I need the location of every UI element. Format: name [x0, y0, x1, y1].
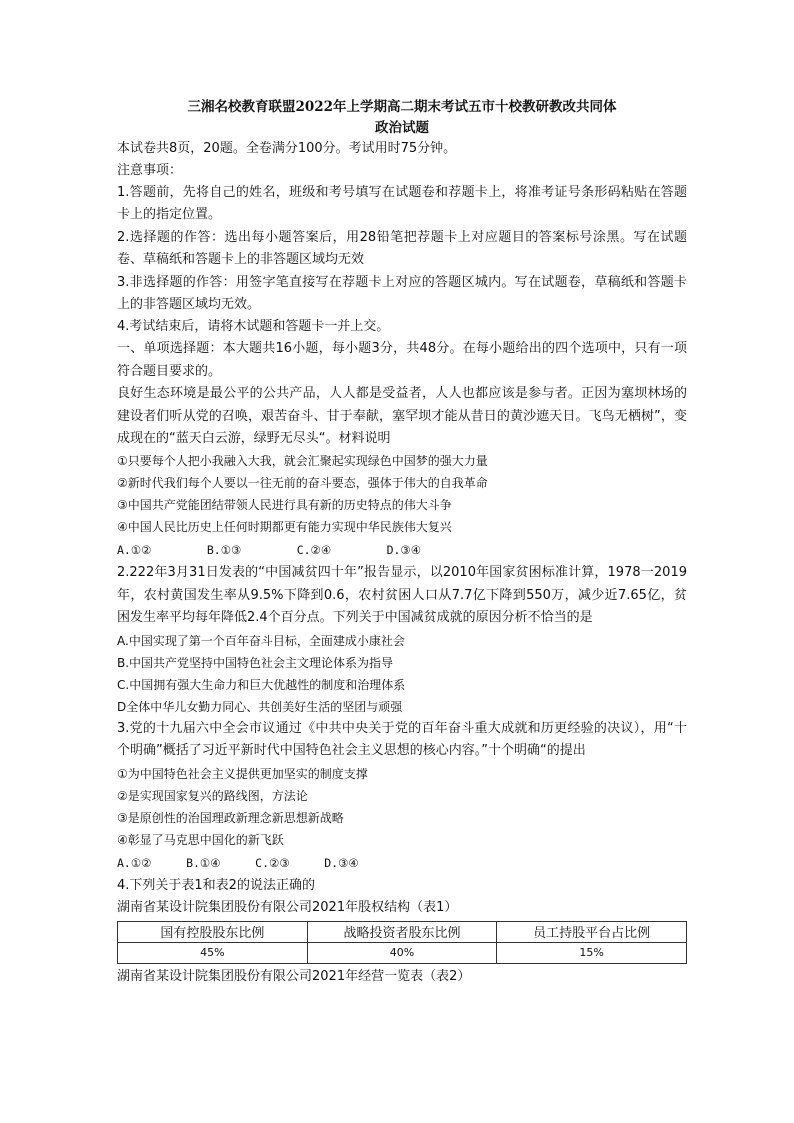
table-cell: 40% — [307, 942, 497, 963]
q1-options: A.①② B.①③ C.②④ D.③④ — [117, 543, 422, 558]
note-3: 3.非选择题的作答：用签字笔直接写在荐题卡上对应的答题区城内。写在试题卷，草稿纸和答题卡上的非答题区域均无效。 — [117, 274, 687, 313]
table-header-cell: 战略投资者股东比例 — [307, 921, 497, 942]
q1-item-2: ②新时代我们每个人要以一往无前的奋斗要态，强体于伟大的自我革命 — [117, 476, 488, 491]
q4-stem: 4.下列关于表1和表2的说法正确的 — [117, 877, 315, 893]
equity-structure-table — [117, 921, 687, 964]
q2-stem: 2.222年3月31日发表的“中国减贫四十年”报告显示，以2010年国家贫困标准计算，1978一2019年，农村黄国发生率从9.5%下降到0.6，农村贫困人口从7.7亿下降到550万，减少近7.65亿，贫困发生率平均每年降低2.4个百分点。下列关于中国减贫成就的原因分析不恰当的是 — [117, 565, 687, 626]
table-cell: 45% — [118, 942, 308, 963]
note-1: 1.答题前，先将自己的姓名，班级和考号填写在试题卷和荐题卡上，将准考证号条形码粘贴在答题卡上的指定位置。 — [117, 185, 687, 223]
notes-title: 注意事项： — [117, 163, 183, 178]
exam-subtitle: 政治试题 — [375, 120, 429, 136]
table-header-cell: 国有控股股东比例 — [118, 921, 308, 942]
q3-item-2: ②是实现国家复兴的路线图，方法论 — [117, 788, 308, 803]
q2-option-d: D全体中华儿女勤力同心、共创美好生活的坚团与顽强 — [117, 699, 403, 714]
q1-item-1: ①只要每个人把小我融入大我，就会汇聚起实现绿色中国梦的强大力量 — [117, 454, 488, 469]
q3-options: A.①② B.①④ C.②③ D.③④ — [117, 855, 359, 870]
q1-item-3: ③中国共产党能团结带领人民进行具有新的历史特点的伟大斗争 — [117, 498, 452, 513]
table-header-row — [118, 921, 687, 942]
q2-option-a: A.中国实现了第一个百年奋斗目标，全面建成小康社会 — [117, 633, 405, 648]
q1-stem: 良好生态环境是最公平的公共产品，人人都是受益者，人人也都应该是参与者。正因为塞坝林场的建设者们听从党的召唤，艰苦奋斗、甘于奉献，塞罕坝才能从昔日的黄沙遮天日。飞鸟无栖树”，变成现在的“蓝天白云游，绿野无尽头“。材料说明 — [117, 386, 687, 447]
q3-item-4: ④彰显了马克思中国化的新飞跃 — [117, 832, 284, 847]
table-header-cell: 员工持股平台占比例 — [497, 921, 687, 942]
table-2-caption: 湖南省某设计院集团股份有限公司2021年经营一览表（表2） — [117, 968, 471, 984]
table-row — [118, 942, 687, 963]
section-1-heading: 一、单项选择题：本大题共16小题，每小题3分，共48分。在每小题给出的四个选项中，只有一项符合题目要求的。 — [117, 341, 687, 379]
table-cell: 15% — [497, 942, 687, 963]
exam-page — [117, 96, 687, 988]
table-1-caption: 湖南省某设计院集团股份有限公司2021年股权结构（表1） — [117, 899, 458, 915]
note-4: 4.考试结束后，请将木试题和答题卡一并上交。 — [117, 319, 390, 335]
q2-option-c: C.中国拥有强大生命力和巨大优越性的制度和治理体系 — [117, 677, 406, 692]
q3-item-1: ①为中国特色社会主义提供更加坚实的制度支撑 — [117, 766, 368, 781]
q3-item-3: ③是原创性的治国理政新理念新思想新战略 — [117, 810, 344, 825]
exam-info: 本试卷共8页，20题。全卷满分100分。考试用时75分钟。 — [117, 141, 457, 156]
q3-stem: 3.党的十九届六中全会市议通过《中共中央关于党的百年奋斗重大成就和历更经验的决议），用“十个明确”概括了习近平新时代中国特色社会主义思想的核心内容。”十个明确“的提出 — [117, 720, 687, 759]
q2-option-b: B.中国共产党坚持中国特色社会主文理论体系为指导 — [117, 655, 394, 670]
exam-title: 三湘名校教育联盟2022年上学期高二期末考试五市十校教研教改共同体 — [187, 99, 617, 115]
note-2: 2.选择题的作答：选出每小题答案后，用28铅笔把荐题卡上对应题目的答案标号涂黑。写在试题卷、草稿纸和答题卡上的非答题区域均无效 — [117, 229, 687, 268]
q1-item-4: ④中国人民比历史上任何时期都更有能力实现中华民族伟大复兴 — [117, 520, 452, 535]
